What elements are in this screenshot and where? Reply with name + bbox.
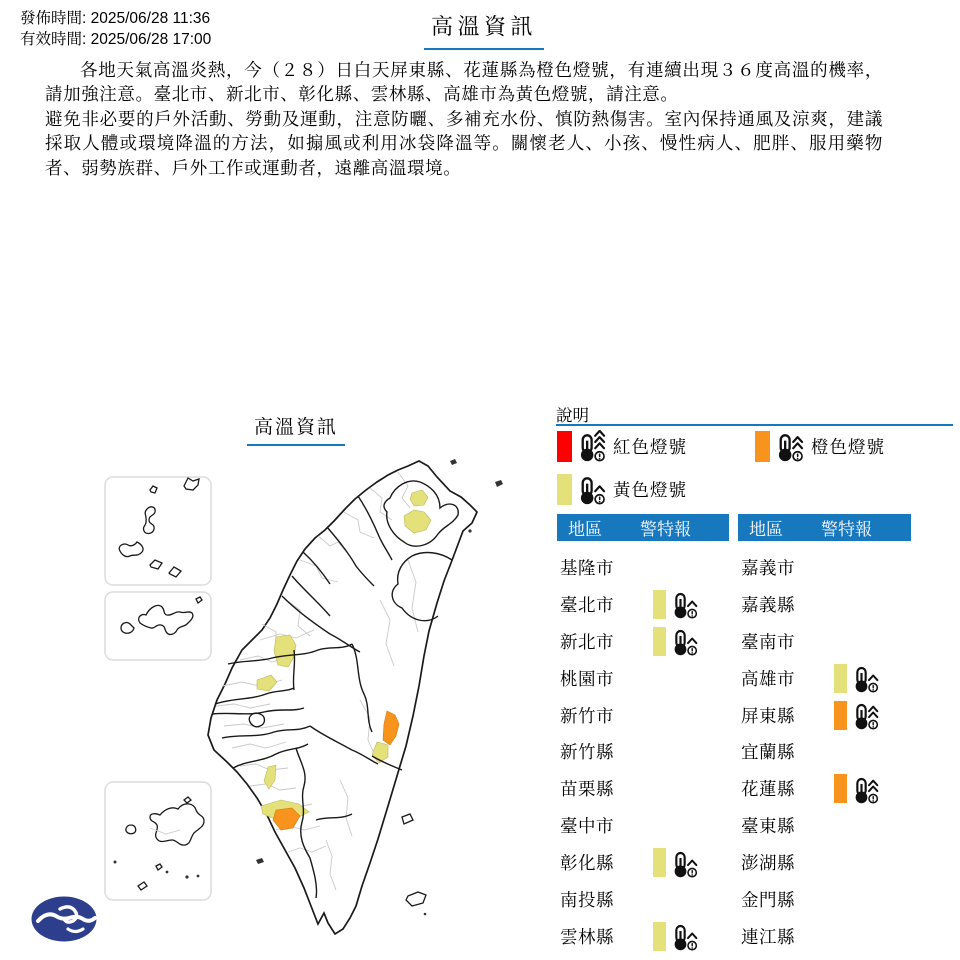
bulletin-body	[45, 58, 883, 180]
warning-color-swatch	[653, 922, 666, 951]
table-row	[738, 660, 911, 697]
warning-color-swatch	[834, 701, 847, 730]
region-label: 臺南市	[741, 631, 795, 652]
table-row	[557, 881, 729, 918]
legend-label: 黃色燈號	[613, 479, 687, 500]
column-header-warning: 警特報	[821, 520, 872, 539]
region-label: 嘉義縣	[741, 594, 795, 615]
table-row	[738, 770, 911, 807]
region-label: 苗栗縣	[560, 779, 614, 800]
region-label: 臺東縣	[741, 816, 795, 837]
thermometer-yellow-icon	[578, 473, 607, 505]
table-rows	[738, 549, 911, 955]
warning-badge	[653, 848, 699, 878]
table-row	[557, 697, 729, 734]
region-label: 花蓮縣	[741, 779, 795, 800]
warning-badge	[653, 589, 699, 619]
warning-badge	[653, 626, 699, 656]
thermometer-warning-icon	[672, 848, 699, 878]
warning-color-swatch	[653, 627, 666, 656]
region-label: 臺中市	[560, 816, 614, 837]
table-row	[738, 586, 911, 623]
region-label: 屏東縣	[741, 705, 795, 726]
table-row	[738, 881, 911, 918]
table-row	[738, 549, 911, 586]
region-label: 嘉義市	[741, 557, 795, 578]
inset-box-penghu	[105, 782, 211, 900]
warning-badge	[834, 700, 880, 730]
issue-times	[20, 8, 211, 50]
region-label: 宜蘭縣	[741, 742, 795, 763]
thermometer-warning-icon	[672, 626, 699, 656]
table-row	[557, 770, 729, 807]
region-label: 連江縣	[741, 926, 795, 947]
region-label: 新北市	[560, 631, 614, 652]
table-rows	[557, 549, 729, 955]
region-warning-table-right	[738, 514, 911, 955]
region-label: 彰化縣	[560, 853, 614, 874]
thermometer-warning-icon	[672, 589, 699, 619]
legend-item-orange	[755, 430, 885, 462]
warning-color-swatch	[653, 590, 666, 619]
table-row	[738, 807, 911, 844]
legend-item-yellow	[557, 473, 687, 505]
region-label: 雲林縣	[560, 926, 614, 947]
region-label: 新竹市	[560, 705, 614, 726]
warning-color-swatch	[653, 848, 666, 877]
table-row	[557, 918, 729, 955]
warning-color-swatch	[834, 664, 847, 693]
warning-color-swatch	[834, 774, 847, 803]
region-warning-table-left	[557, 514, 729, 955]
table-row	[738, 918, 911, 955]
table-row	[738, 623, 911, 660]
yellow-color-swatch	[557, 474, 572, 505]
table-row	[557, 660, 729, 697]
bulletin-paragraph-1: 各地天氣高溫炎熱，今（２８）日白天屏東縣、花蓮縣為橙色燈號，有連續出現３６度高溫的機率，請加強注意。臺北市、新北市、彰化縣、雲林縣、高雄市為黃色燈號，請注意。	[45, 60, 883, 105]
thermometer-warning-icon	[853, 774, 880, 804]
warning-badge	[834, 774, 880, 804]
red-color-swatch	[557, 431, 572, 462]
region-label: 基隆市	[560, 557, 614, 578]
thermometer-orange-icon	[776, 430, 805, 462]
table-row	[738, 733, 911, 770]
column-header-warning: 警特報	[640, 520, 691, 539]
table-header	[738, 514, 911, 541]
legend-divider	[556, 424, 953, 426]
thermometer-warning-icon	[853, 700, 880, 730]
region-label: 高雄市	[741, 668, 795, 689]
legend-label: 橙色燈號	[811, 436, 885, 457]
region-label: 南投縣	[560, 889, 614, 910]
valid-time-line: 有效時間: 2025/06/28 17:00	[20, 31, 212, 48]
region-label: 臺北市	[560, 594, 614, 615]
taiwan-map	[88, 395, 558, 960]
legend-label: 紅色燈號	[613, 436, 687, 457]
region-label: 桃園市	[560, 668, 614, 689]
region-label: 新竹縣	[560, 742, 614, 763]
column-header-region: 地區	[749, 520, 783, 539]
legend-heading: 說明	[556, 407, 589, 425]
table-row	[738, 697, 911, 734]
thermometer-warning-icon	[672, 921, 699, 951]
page-title: 高溫資訊	[424, 10, 544, 50]
region-label: 金門縣	[741, 889, 795, 910]
thermometer-red-icon	[578, 430, 607, 462]
table-row	[557, 807, 729, 844]
table-row	[557, 623, 729, 660]
table-row	[738, 844, 911, 881]
thermometer-warning-icon	[853, 663, 880, 693]
warning-badge	[834, 663, 880, 693]
bulletin-paragraph-2: 避免非必要的戶外活動、勞動及運動，注意防曬、多補充水份、慎防熱傷害。室內保持通風及涼爽，建議採取人體或環境降溫的方法，如搧風或利用冰袋降溫等。關懷老人、小孩、慢性病人、肥胖、服用藥物者、弱勢族群、戶外工作或運動者，遠離高溫環境。	[45, 108, 883, 178]
cwa-logo-icon	[30, 895, 98, 943]
warning-badge	[653, 921, 699, 951]
legend-item-red	[557, 430, 687, 462]
region-label: 澎湖縣	[741, 853, 795, 874]
table-row	[557, 844, 729, 881]
column-header-region: 地區	[568, 520, 602, 539]
map-title: 高溫資訊	[247, 412, 345, 446]
table-row	[557, 586, 729, 623]
table-header	[557, 514, 729, 541]
publish-time-line: 發佈時間: 2025/06/28 11:36	[20, 10, 211, 27]
table-row	[557, 549, 729, 586]
orange-color-swatch	[755, 431, 770, 462]
table-row	[557, 733, 729, 770]
